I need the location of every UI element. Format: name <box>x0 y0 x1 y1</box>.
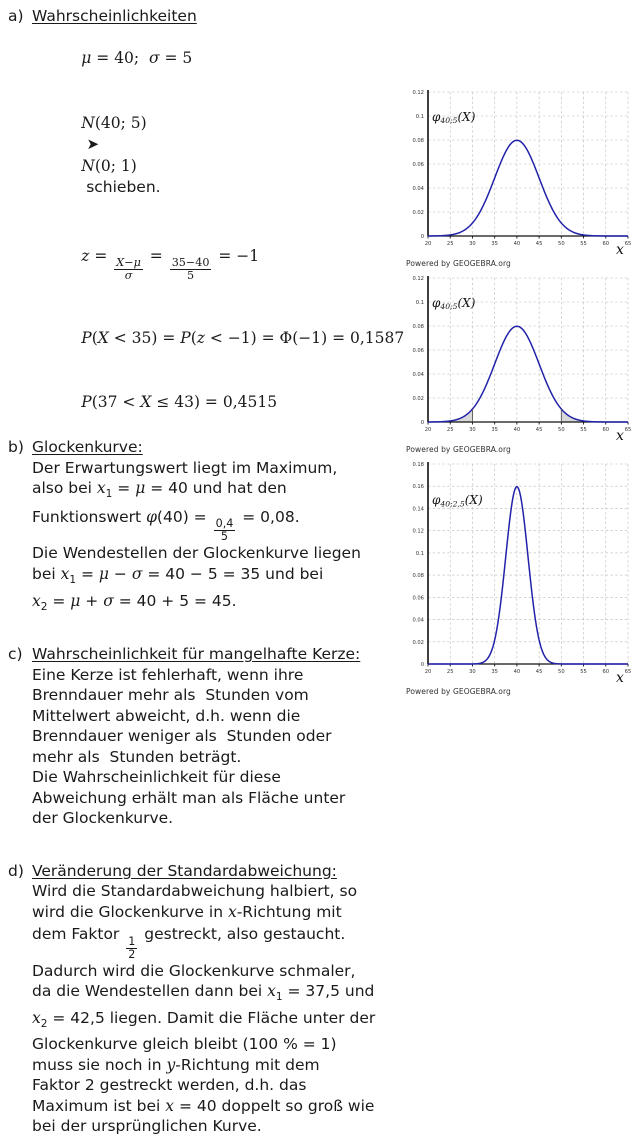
section-c <box>0 644 392 829</box>
svg-text:65: 65 <box>624 427 632 433</box>
arrow-icon: ➤ <box>81 135 105 153</box>
svg-text:x: x <box>616 670 624 686</box>
svg-text:0.1: 0.1 <box>415 550 424 557</box>
section-c-heading: Wahrscheinlichkeit für mangelhafte Kerze: <box>32 645 361 664</box>
section-a <box>0 6 405 435</box>
section-c-line-8: der Glockenkurve. <box>32 809 174 828</box>
section-d-line-3: dem Faktor $\frac{1}{2}$ gestreckt, also gestaucht. <box>32 925 346 961</box>
section-d-line-5: da die Wendestellen dann bei $x_1 = 37,5$ und <box>32 982 375 1004</box>
svg-text:45: 45 <box>535 669 543 675</box>
svg-text:35: 35 <box>491 669 498 675</box>
section-a-heading: Wahrscheinlichkeiten <box>32 7 197 25</box>
section-b <box>0 437 392 617</box>
section-b-line-1: Der Erwartungswert liegt im Maximum, <box>32 458 338 477</box>
section-a-line-2: N(40; 5) ➤ N(0; 1) schieben. <box>81 113 161 196</box>
svg-text:30: 30 <box>469 427 476 433</box>
section-d-line-9: Faktor 2 gestreckt werden, d.h. das <box>32 1076 307 1095</box>
svg-text:φ40;2,5(X): φ40;2,5(X) <box>432 493 483 509</box>
svg-text:30: 30 <box>469 669 476 675</box>
section-d-line-6: $x_2 = 42,5$ liegen. Damit die Fläche unter der <box>32 1008 376 1030</box>
svg-text:φ40;5(X): φ40;5(X) <box>432 109 476 126</box>
svg-text:55: 55 <box>580 669 587 675</box>
section-b-line-4: Die Wendestellen der Glockenkurve liegen <box>32 544 361 563</box>
section-a-marker: a) <box>8 7 24 25</box>
chart-normal-40-5 <box>398 86 632 268</box>
section-d <box>0 861 392 1137</box>
svg-text:0.06: 0.06 <box>412 162 424 168</box>
svg-text:0.02: 0.02 <box>412 210 424 216</box>
section-a-line-4: P(X < 35) = P(z < −1) = Φ(−1) = 0,1587 <box>81 328 405 347</box>
svg-text:50: 50 <box>558 427 565 433</box>
chart-normal-40-5-tails-svg <box>398 272 632 444</box>
svg-text:0: 0 <box>420 662 424 668</box>
svg-text:0.08: 0.08 <box>412 138 424 144</box>
svg-text:0.06: 0.06 <box>412 595 424 602</box>
section-c-line-1: Eine Kerze ist fehlerhaft, wenn ihre <box>32 665 304 684</box>
svg-text:0.12: 0.12 <box>412 276 424 282</box>
section-d-line-11: bei der ursprünglichen Kurve. <box>32 1117 262 1136</box>
section-c-line-5: mehr als Stunden beträgt. <box>32 747 242 766</box>
section-b-line-6: $x_2 = \mu + \sigma = 40 + 5 = 45$. <box>32 591 237 613</box>
svg-text:0.04: 0.04 <box>412 617 424 624</box>
svg-text:x: x <box>616 428 624 444</box>
svg-text:40: 40 <box>513 427 521 433</box>
svg-text:40: 40 <box>513 669 521 675</box>
chart-normal-40-2_5 <box>398 458 632 696</box>
section-b-marker: b) <box>8 438 24 457</box>
section-a-line-5: P(37 < X ≤ 43) = 0,4515 <box>81 393 278 412</box>
svg-text:25: 25 <box>446 241 454 247</box>
svg-text:0.12: 0.12 <box>412 90 424 96</box>
section-d-line-10: Maximum ist bei x = 40 doppelt so groß wie <box>32 1096 375 1115</box>
svg-text:0.04: 0.04 <box>412 186 424 192</box>
section-c-line-3: Mittelwert abweicht, d.h. wenn die <box>32 706 301 725</box>
svg-text:30: 30 <box>469 241 476 247</box>
section-a-line-1: μ = 40; σ = 5 <box>81 49 193 67</box>
section-b-line-3: Funktionswert φ(40) = $\frac{0,4}{5}$ = 0,08. <box>32 508 300 544</box>
svg-text:φ40;5(X): φ40;5(X) <box>432 295 476 312</box>
svg-text:0.06: 0.06 <box>412 348 424 354</box>
chart-normal-40-5-svg <box>398 86 632 258</box>
svg-text:0.08: 0.08 <box>412 324 424 330</box>
svg-text:0.18: 0.18 <box>412 462 424 468</box>
section-c-line-4: Brenndauer weniger als Stunden oder <box>32 727 332 746</box>
svg-text:0.08: 0.08 <box>412 573 424 580</box>
svg-text:0.04: 0.04 <box>412 372 424 378</box>
section-c-line-6: Die Wahrscheinlichkeit für diese <box>32 768 281 787</box>
svg-text:x: x <box>616 242 624 258</box>
svg-text:55: 55 <box>580 427 587 433</box>
svg-text:0.16: 0.16 <box>412 484 424 491</box>
section-c-marker: c) <box>8 645 23 664</box>
svg-text:50: 50 <box>558 669 565 675</box>
svg-text:20: 20 <box>424 241 432 247</box>
svg-text:35: 35 <box>491 427 498 433</box>
svg-text:0.12: 0.12 <box>412 528 424 535</box>
section-d-line-2: wird die Glockenkurve in x-Richtung mit <box>32 902 342 921</box>
svg-text:60: 60 <box>602 669 610 675</box>
svg-text:60: 60 <box>602 241 610 247</box>
svg-text:20: 20 <box>424 427 432 433</box>
svg-text:0.14: 0.14 <box>412 506 424 513</box>
svg-text:65: 65 <box>624 241 632 247</box>
svg-text:0: 0 <box>420 420 424 426</box>
section-c-line-2: Brenndauer mehr als Stunden vom <box>32 686 309 705</box>
svg-text:0.02: 0.02 <box>412 639 424 646</box>
chart-column <box>398 0 632 700</box>
section-d-line-8: muss sie noch in y-Richtung mit dem <box>32 1055 320 1074</box>
section-d-line-1: Wird die Standardabweichung halbiert, so <box>32 882 358 901</box>
section-b-line-5: bei $x_1 = \mu - \sigma = 40 - 5 = 35$ und bei <box>32 564 324 587</box>
section-c-line-7: Abweichung erhält man als Fläche unter <box>32 788 346 807</box>
chart-2-caption: Powered by GEOGEBRA.org <box>406 687 511 696</box>
section-d-line-4: Dadurch wird die Glockenkurve schmaler, <box>32 961 356 980</box>
section-d-marker: d) <box>8 861 24 880</box>
chart-normal-40-2_5-svg <box>398 458 632 686</box>
chart-normal-40-5-tails <box>398 272 632 454</box>
svg-text:0.1: 0.1 <box>415 114 424 120</box>
svg-text:0: 0 <box>420 234 424 240</box>
svg-text:25: 25 <box>446 427 454 433</box>
svg-text:65: 65 <box>624 669 632 675</box>
chart-1-caption: Powered by GEOGEBRA.org <box>406 445 511 454</box>
section-b-heading: Glockenkurve: <box>32 438 143 457</box>
svg-text:50: 50 <box>558 241 565 247</box>
svg-text:55: 55 <box>580 241 587 247</box>
svg-text:45: 45 <box>535 241 543 247</box>
svg-text:35: 35 <box>491 241 498 247</box>
svg-text:60: 60 <box>602 427 610 433</box>
section-d-heading: Veränderung der Standardabweichung: <box>32 861 337 880</box>
svg-text:20: 20 <box>424 669 432 675</box>
section-a-line-3: z = $\frac{X-\mu}{\sigma}$ = $\frac{35-40}{5}$ = −1 <box>81 247 260 283</box>
svg-text:0.02: 0.02 <box>412 396 424 402</box>
svg-text:40: 40 <box>513 241 521 247</box>
section-d-line-7: Glockenkurve gleich bleibt (100 % = 1) <box>32 1035 337 1054</box>
svg-text:25: 25 <box>446 669 454 675</box>
section-b-line-2: also bei $x_1 = \mu = 40$ und hat den <box>32 479 287 501</box>
svg-text:45: 45 <box>535 427 543 433</box>
chart-0-caption: Powered by GEOGEBRA.org <box>406 259 511 268</box>
svg-text:0.1: 0.1 <box>415 300 424 306</box>
